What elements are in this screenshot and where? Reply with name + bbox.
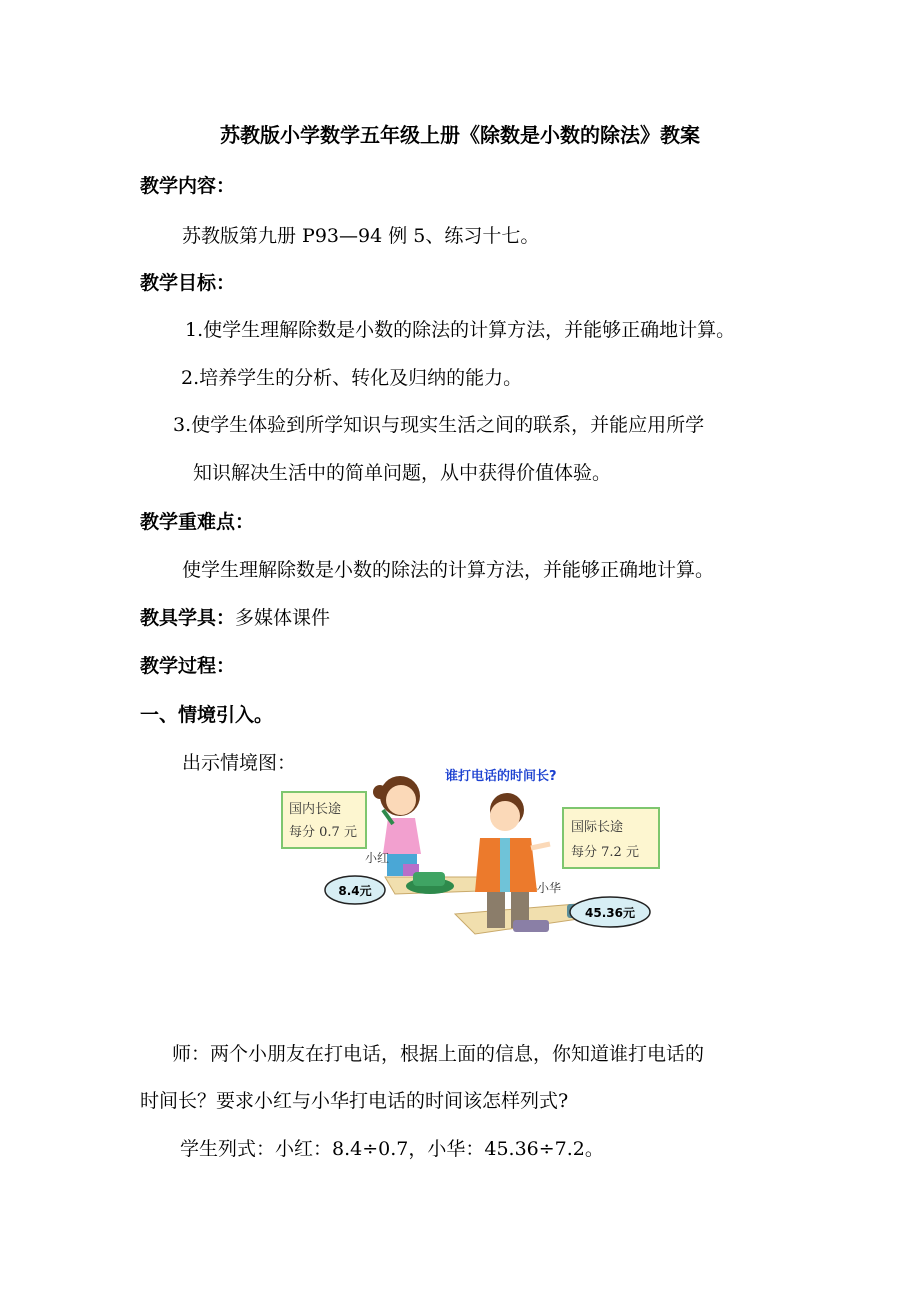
goal-3-line-1: 3.使学生体验到所学知识与现实生活之间的联系，并能应用所学 — [173, 414, 705, 436]
international-rate-line-2: 每分 7.2 元 — [571, 845, 639, 860]
teacher-line-2: 时间长？要求小红与小华打电话的时间该怎样列式? — [140, 1090, 569, 1112]
document-title: 苏教版小学数学五年级上册《除数是小数的除法》教案 — [220, 123, 700, 147]
goal-3-line-2: 知识解决生活中的简单问题，从中获得价值体验。 — [193, 462, 612, 484]
goal-1: 1.使学生理解除数是小数的除法的计算方法，并能够正确地计算。 — [185, 319, 736, 341]
girl-cost-text: 8.4元 — [338, 884, 372, 898]
domestic-rate-line-1: 国内长途 — [289, 802, 342, 817]
boy-name-label: 小华 — [537, 881, 562, 895]
tools-text: 多媒体课件 — [235, 607, 331, 629]
heading-key-points: 教学重难点： — [140, 511, 255, 533]
content-text: 苏教版第九册 P93—94 例 5、练习十七。 — [182, 225, 540, 247]
heading-tools: 教具学具： — [140, 607, 236, 629]
key-points-text: 使学生理解除数是小数的除法的计算方法，并能够正确地计算。 — [182, 559, 715, 581]
section-1-heading: 一、情境引入。 — [140, 704, 274, 726]
student-line: 学生列式：小红：8.4÷0.7，小华：45.36÷7.2。 — [180, 1138, 604, 1160]
teacher-line-1: 师：两个小朋友在打电话，根据上面的信息，你知道谁打电话的 — [172, 1043, 705, 1065]
scene-illustration — [275, 752, 665, 952]
girl-name-label: 小红 — [365, 851, 390, 865]
heading-goals: 教学目标： — [140, 272, 236, 294]
scene-question: 谁打电话的时间长? — [445, 769, 557, 784]
international-rate-line-1: 国际长途 — [571, 820, 624, 835]
heading-content: 教学内容： — [140, 175, 236, 197]
show-scene-text: 出示情境图： — [182, 752, 297, 774]
tools-line — [140, 606, 330, 630]
boy-cost-text: 45.36元 — [585, 906, 635, 920]
girl-figure — [373, 776, 454, 894]
goal-2: 2.培养学生的分析、转化及归纳的能力。 — [181, 367, 523, 389]
heading-process: 教学过程： — [140, 655, 236, 677]
domestic-rate-line-2: 每分 0.7 元 — [289, 825, 357, 840]
